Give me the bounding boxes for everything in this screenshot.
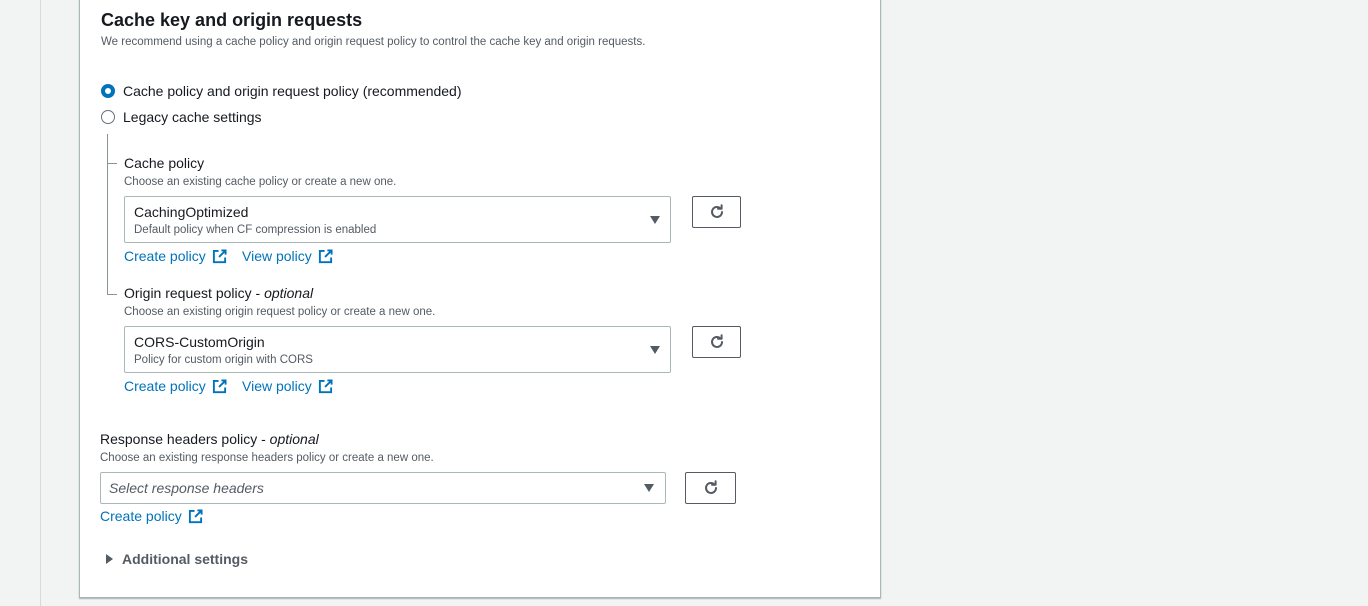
view-policy-label: View policy: [242, 248, 312, 264]
create-policy-label: Create policy: [100, 508, 182, 524]
external-link-icon: [188, 509, 203, 524]
radio-label: Cache policy and origin request policy (recommended): [123, 83, 462, 99]
tree-connector-vertical: [107, 134, 108, 295]
cache-policy-refresh-button[interactable]: [692, 196, 741, 228]
tree-connector-origin-request: [107, 294, 117, 295]
response-headers-create-link[interactable]: [100, 508, 203, 524]
response-headers-policy-select[interactable]: [100, 472, 666, 504]
cache-policy-description: Choose an existing cache policy or create a new one.: [124, 176, 397, 188]
optional-tag: optional: [264, 285, 314, 301]
section-title: Cache key and origin requests: [101, 10, 363, 30]
origin-request-policy-refresh-button[interactable]: [692, 326, 741, 358]
radio-unchecked-indicator[interactable]: [101, 110, 115, 124]
label-separator: -: [257, 431, 270, 447]
origin-request-policy-description: Choose an existing origin request policy or create a new one.: [124, 306, 436, 318]
cache-policy-label: Cache policy: [124, 155, 205, 171]
create-policy-label: Create policy: [124, 378, 206, 394]
origin-request-policy-view-link[interactable]: [242, 378, 333, 394]
caret-down-icon: [650, 216, 660, 224]
cache-policy-selected-description: Default policy when CF compression is enabled: [134, 224, 377, 236]
refresh-icon: [703, 480, 719, 496]
response-headers-policy-label-text: Response headers policy: [100, 431, 258, 447]
external-link-icon: [212, 379, 227, 394]
section-description: We recommend using a cache policy and origin request policy to control the cache key and origin requests.: [101, 36, 646, 48]
tree-connector-cache-policy: [107, 163, 117, 164]
caret-down-icon: [650, 346, 660, 354]
view-policy-label: View policy: [242, 378, 312, 394]
label-separator: -: [251, 285, 265, 301]
origin-request-policy-selected-description: Policy for custom origin with CORS: [134, 354, 313, 366]
response-headers-placeholder: Select response headers: [109, 480, 264, 496]
external-link-icon: [318, 249, 333, 264]
caret-down-icon: [644, 484, 654, 492]
left-navigation-rail: [0, 0, 41, 606]
cache-key-panel: [79, 0, 881, 598]
radio-checked-indicator[interactable]: [101, 84, 115, 98]
radio-legacy-cache-settings[interactable]: [101, 108, 262, 126]
origin-request-policy-create-link[interactable]: [124, 378, 227, 394]
external-link-icon: [318, 379, 333, 394]
response-headers-refresh-button[interactable]: [685, 472, 736, 504]
cache-policy-selected-value: CachingOptimized: [134, 204, 249, 220]
cache-policy-view-link[interactable]: [242, 248, 333, 264]
additional-settings-expander[interactable]: [106, 551, 248, 567]
response-headers-policy-description: Choose an existing response headers policy or create a new one.: [100, 452, 434, 464]
optional-tag: optional: [269, 431, 319, 447]
origin-request-policy-label: [124, 285, 313, 301]
cache-policy-create-link[interactable]: [124, 248, 227, 264]
radio-label: Legacy cache settings: [123, 109, 262, 125]
origin-request-policy-select[interactable]: [124, 326, 671, 373]
create-policy-label: Create policy: [124, 248, 206, 264]
additional-settings-label: Additional settings: [122, 551, 248, 567]
refresh-icon: [709, 204, 725, 220]
external-link-icon: [212, 249, 227, 264]
caret-right-icon: [106, 554, 113, 564]
refresh-icon: [709, 334, 725, 350]
radio-cache-policy-recommended[interactable]: [101, 82, 462, 100]
response-headers-policy-label: [100, 431, 319, 447]
cache-policy-select[interactable]: [124, 196, 671, 243]
origin-request-policy-selected-value: CORS-CustomOrigin: [134, 334, 265, 350]
origin-request-policy-label-text: Origin request policy: [124, 285, 252, 301]
